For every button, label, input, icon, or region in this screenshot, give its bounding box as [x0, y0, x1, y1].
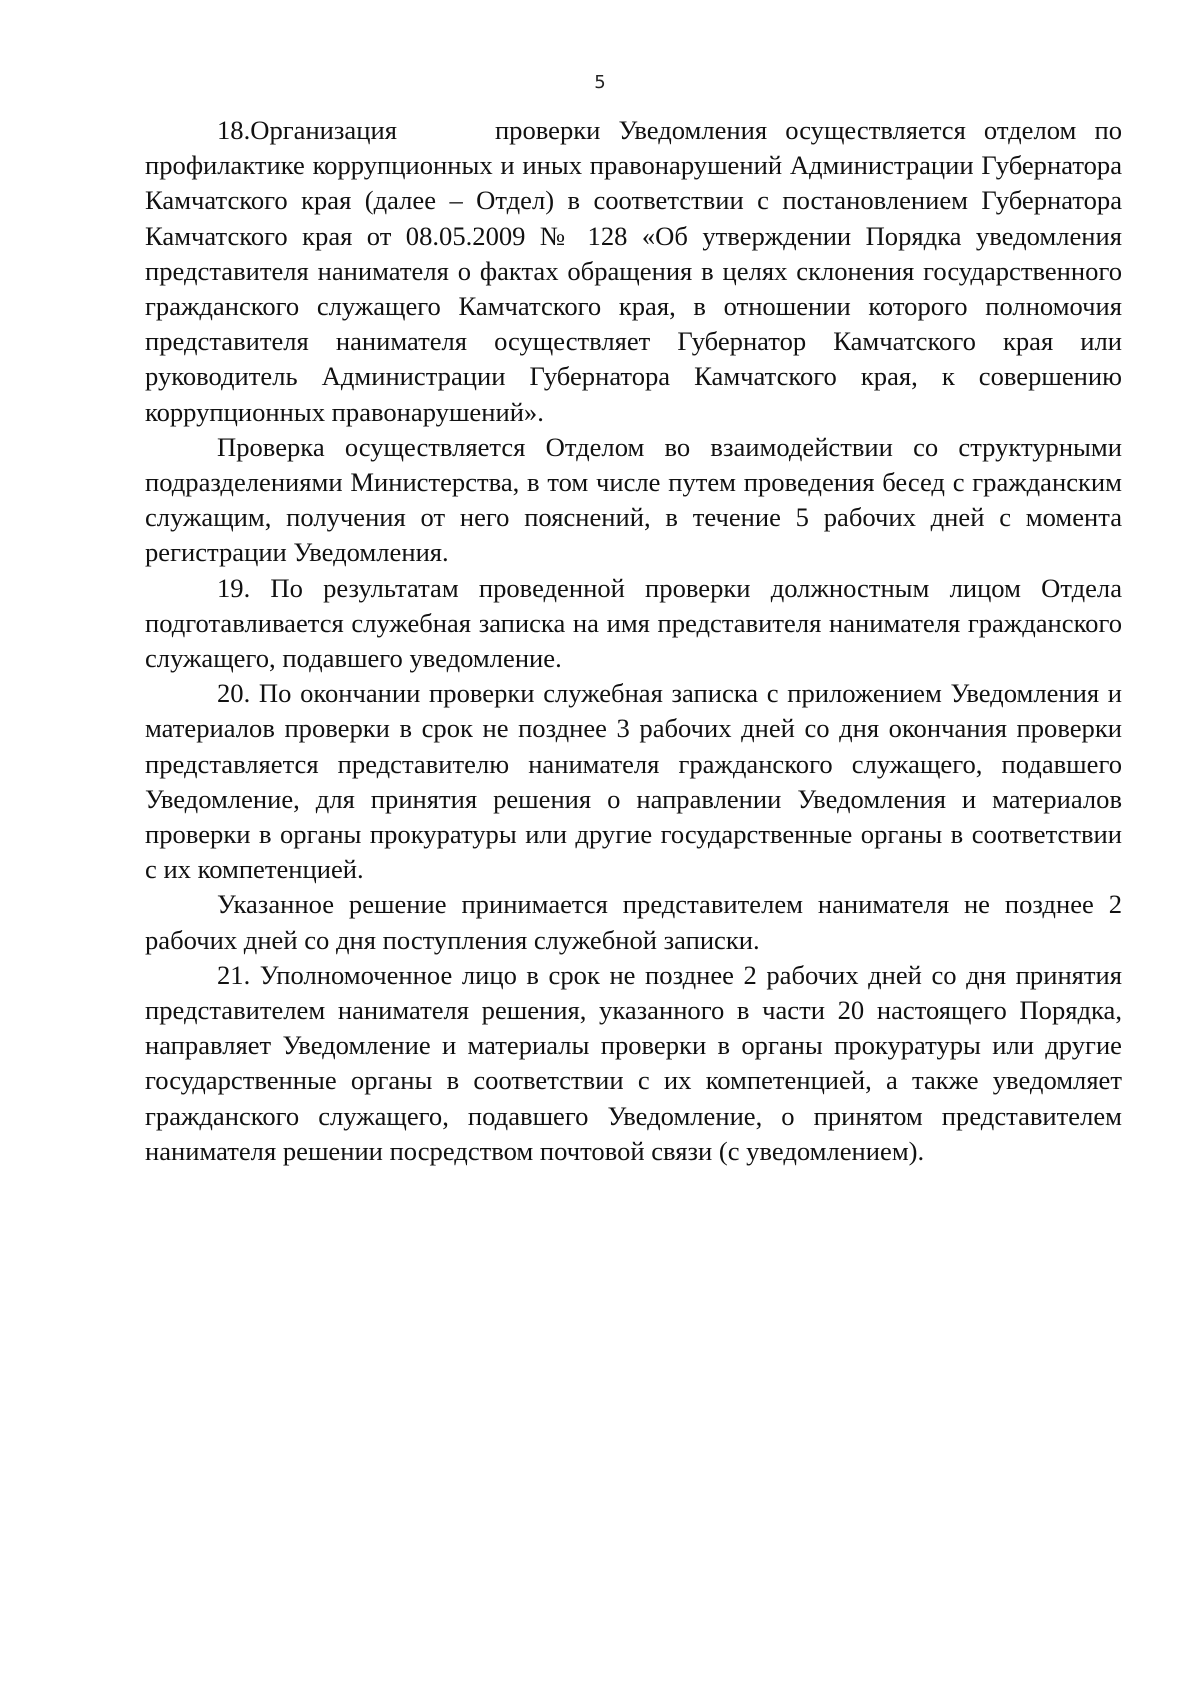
paragraph-18-check: Проверка осуществляется Отделом во взаимодействии со структурными подразделениями Министерства, в том числе путем проведения бесед с гражданским служащим, получения от него пояснений, в течение 5 рабочих дней с момента регистрации Уведомления.	[145, 431, 1122, 568]
paragraph-18	[145, 113, 1122, 430]
page-number: 5	[594, 72, 606, 93]
paragraph-18-text: проверки Уведомления осуществляется отделом по профилактике коррупционных и иных правонарушений Администрации Губернатора Камчатского края (далее – Отдел) в соответствии с постановлением Губернатора Камчатского края от 08.05.2009 № 128 «Об утверждении Порядка уведомления представителя нанимателя о фактах обращения в целях склонения государственного гражданского служащего Камчатского края, в отношении которого полномочия представителя нанимателя осуществляет Губернатор Камчатского края или руководитель Администрации Губернатора Камчатского края, к совершению коррупционных правонарушений».	[145, 115, 1122, 427]
paragraph-21: 21. Уполномоченное лицо в срок не позднее 2 рабочих дней со дня принятия представителем нанимателя решения, указанного в части 20 настоящего Порядка, направляет Уведомление и материалы проверки в органы прокуратуры или другие государственные органы в соответствии с их компетенцией, а также уведомляет гражданского служащего, подавшего Уведомление, о принятом представителем нанимателя решении посредством почтовой связи (с уведомлением).	[145, 959, 1122, 1166]
paragraph-20-decision: Указанное решение принимается представителем нанимателя не позднее 2 рабочих дней со дня поступления служебной записки.	[145, 889, 1122, 955]
paragraph-19: 19. По результатам проведенной проверки должностным лицом Отдела подготавливается служебная записка на имя представителя нанимателя гражданского служащего, подавшего уведомление.	[145, 572, 1122, 674]
paragraph-20: 20. По окончании проверки служебная записка с приложением Уведомления и материалов проверки в срок не позднее 3 рабочих дней со дня окончания проверки представляется представителю нанимателя гражданского служащего, подавшего Уведомление, для принятия решения о направлении Уведомления и материалов проверки в органы прокуратуры или другие государственные органы в соответствии с их компетенцией.	[145, 678, 1122, 885]
document-body	[145, 113, 1122, 1169]
paragraph-18-lead: 18.Организация	[217, 115, 397, 145]
